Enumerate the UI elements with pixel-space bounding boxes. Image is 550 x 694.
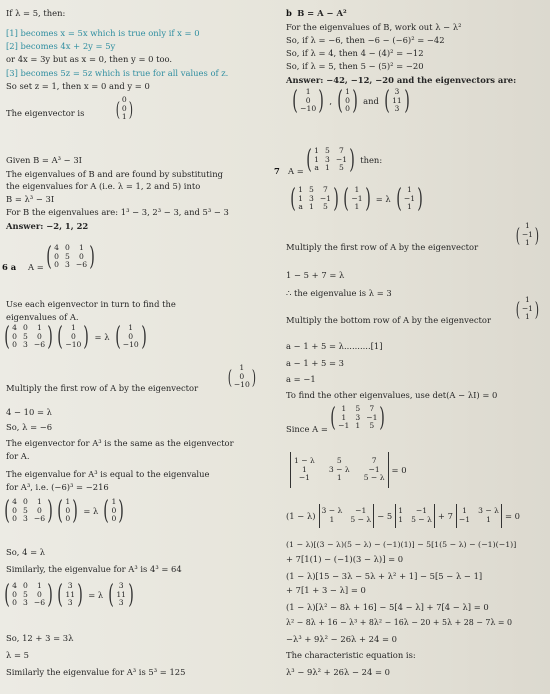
text-line: [3] becomes 5z = 5z which is true for all values of z. xyxy=(6,68,229,78)
text-line: So, λ = −6 xyxy=(6,422,53,432)
eigenvector-matrix: ( 0 0 1 ) xyxy=(115,95,133,122)
text-line: If λ = 5, then: xyxy=(6,8,66,18)
cofactor-expansion: (1 − λ) 3 − λ −1 1 5 − λ − 5 1 −1 1 5 − λ + 7 1 3 − λ −1 1 = 0 xyxy=(286,504,523,528)
text-line: (1 − λ)[(3 − λ)(5 − λ) − (−1)(1)] − 5[1(5 − λ) − (−1)(−1)] xyxy=(286,540,517,549)
text-line: λ² − 8λ + 16 − λ³ + 8λ² − 16λ − 20 + 5λ + 28 − 7λ = 0 xyxy=(286,618,513,627)
text-line: for A. xyxy=(6,451,30,461)
text-line: [1] becomes x = 5x which is true only if x = 0 xyxy=(6,28,200,38)
text-line: So, if λ = 4, then 4 − (4)² = −12 xyxy=(286,48,424,58)
question-number: 6 a xyxy=(2,262,17,272)
text-line: λ³ − 9λ² + 26λ − 24 = 0 xyxy=(286,667,390,677)
text-line: The eigenvector for A³ is the same as the eigenvector xyxy=(6,438,234,448)
text-line: Multiply the first row of A by the eigenvector xyxy=(6,383,199,393)
matrix-label: A = xyxy=(288,166,304,176)
text-line: Given B = A³ − 3I xyxy=(6,155,82,165)
matrix-label: A = xyxy=(28,262,44,272)
text-line: So, 12 + 3 = 3λ xyxy=(6,633,74,643)
text-line: the eigenvalues for A (i.e. λ = 1, 2 and 5) into xyxy=(6,181,201,191)
text-line: Similarly, the eigenvalue for A³ is 4³ = 64 xyxy=(6,564,182,574)
text-line: 4 − 10 = λ xyxy=(6,407,52,417)
text-line: a − 1 + 5 = 3 xyxy=(286,358,345,368)
eigenvector-matrix: ( 1 −1 1 ) xyxy=(515,295,540,322)
text-line: B = λ³ − 3I xyxy=(6,194,55,204)
text-line: Multiply the bottom row of A by the eigenvector xyxy=(286,315,491,325)
matrix-equation: ( 4 0 1 0 5 0 0 3 −6 ) ( 1 0 0 ) = λ ( 1 0 0 ) xyxy=(4,496,125,527)
text-line: For B the eigenvalues are: 1³ − 3, 2³ − 3, and 5³ − 3 xyxy=(6,207,229,217)
text-line: So, if λ = 5, then 5 − (5)² = −20 xyxy=(286,61,424,71)
text-line: 1 − 5 + 7 = λ xyxy=(286,270,345,280)
text-line: [2] becomes 4x + 2y = 5y xyxy=(6,41,116,51)
eigenvectors-list: ( 1 0 −10 ) , ( 1 0 0 ) and ( 3 11 3 ) xyxy=(292,86,410,117)
text-line: −λ³ + 9λ² − 26λ + 24 = 0 xyxy=(286,634,397,644)
text-line: (1 − λ)[λ² − 8λ + 16] − 5[4 − λ] + 7[4 − λ] = 0 xyxy=(286,602,489,612)
text-line: (1 − λ)[15 − 3λ − 5λ + λ² + 1] − 5[5 − λ − 1] xyxy=(286,571,483,581)
text-line: For the eigenvalues of B, work out λ − λ² xyxy=(286,22,462,32)
question-number: 7 xyxy=(274,166,280,176)
text-line: Use each eigenvector in turn to find the xyxy=(6,299,176,309)
eigenvector-matrix: ( 1 −1 1 ) xyxy=(515,221,540,248)
text-line: Answer: −42, −12, −20 and the eigenvectors are: xyxy=(286,75,517,85)
text-line: + 7[1 + 3 − λ] = 0 xyxy=(286,585,366,595)
matrix-equation: ( 1 5 7 1 3 −1 a 1 5 ) ( 1 −1 1 ) = λ ( 1 −1 1 ) xyxy=(290,184,423,215)
matrix-A: ( 4 0 1 0 5 0 0 3 −6 ) xyxy=(46,242,95,273)
text-line: or 4x = 3y but as x = 0, then y = 0 too. xyxy=(6,54,173,64)
matrix-A: ( 1 5 7 1 3 −1 a 1 5 ) then: xyxy=(306,145,383,176)
matrix-label: Since A = xyxy=(286,424,328,434)
text-line: b B = A − A² xyxy=(286,8,347,18)
text-line: eigenvalues of A. xyxy=(6,312,79,322)
text-line: a = −1 xyxy=(286,374,316,384)
text-line: The eigenvalues of B and are found by substituting xyxy=(6,169,223,179)
text-line: So, if λ = −6, then −6 − (−6)² = −42 xyxy=(286,35,445,45)
text-line: Similarly the eigenvalue for A³ is 5³ = 125 xyxy=(6,667,186,677)
matrix-equation: ( 4 0 1 0 5 0 0 3 −6 ) ( 1 0 −10 ) = λ ( 1 0 −10 ) xyxy=(4,322,147,353)
text-line: a − 1 + 5 = λ..........[1] xyxy=(286,341,383,351)
text-line: The characteristic equation is: xyxy=(286,650,416,660)
determinant-equation: 1 − λ 5 7 1 3 − λ −1 −1 1 5 − λ = 0 xyxy=(290,452,410,488)
answer-line: Answer: −2, 1, 22 xyxy=(6,221,89,231)
text-line: + 7[1(1) − (−1)(3 − λ)] = 0 xyxy=(286,554,404,564)
eigenvector-label: The eigenvector is xyxy=(6,108,85,118)
text-line: So, 4 = λ xyxy=(6,547,46,557)
text-line: λ = 5 xyxy=(6,650,29,660)
text-line: Multiply the first row of A by the eigenvector xyxy=(286,242,479,252)
eigenvector-matrix: ( 1 0 −10 ) xyxy=(227,363,256,390)
matrix-equation: ( 4 0 1 0 5 0 0 3 −6 ) ( 3 11 3 ) = λ ( 3 11 3 ) xyxy=(4,580,134,611)
text-line: The eigenvalue for A³ is equal to the eigenvalue xyxy=(6,469,210,479)
text-line: So set z = 1, then x = 0 and y = 0 xyxy=(6,81,150,91)
text-line: ∴ the eigenvalue is λ = 3 xyxy=(286,288,392,298)
matrix-A: ( 1 5 7 1 3 −1 −1 1 5 ) xyxy=(330,403,386,434)
text-line: for A³, i.e. (−6)³ = −216 xyxy=(6,482,109,492)
text-line: To find the other eigenvalues, use det(A − λI) = 0 xyxy=(286,390,498,400)
